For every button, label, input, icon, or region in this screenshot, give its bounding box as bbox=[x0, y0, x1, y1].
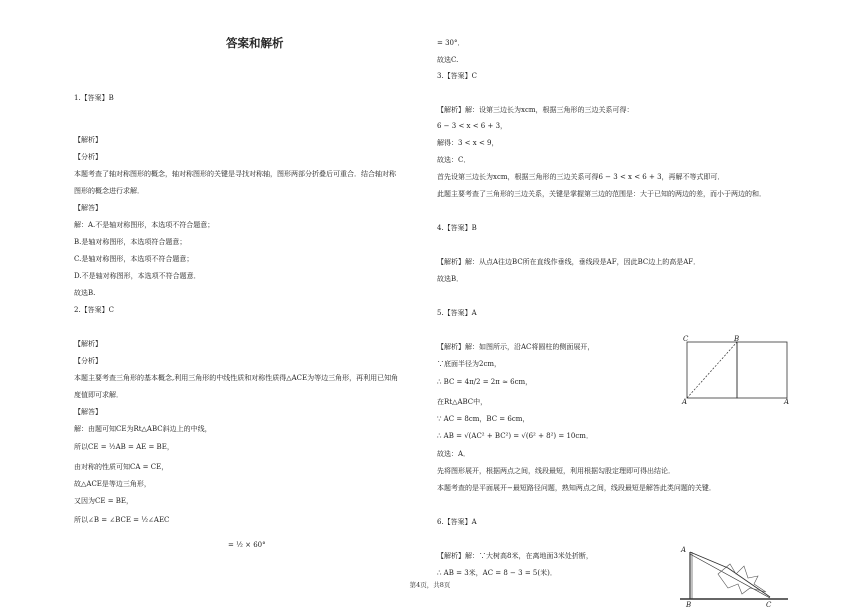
text-line: 【解答】 bbox=[74, 204, 102, 212]
broken-tree-figure bbox=[678, 544, 790, 608]
shortest-path-line bbox=[687, 342, 737, 398]
answer-2-heading: 2.【答案】C bbox=[74, 306, 115, 314]
answer-4-heading: 4.【答案】B bbox=[437, 224, 477, 232]
text-line: 故选：A． bbox=[437, 450, 471, 458]
text-line: 故选B． bbox=[437, 275, 464, 283]
text-line: C.是轴对称图形，本选项不符合题意； bbox=[74, 255, 194, 263]
text-line: 本题主要考查三角形的基本概念,利用三角形的中线性质和对称性质得△ACE为等边三角形，再利用已知角 bbox=[74, 374, 399, 382]
text-line: 度值即可求解． bbox=[74, 391, 123, 399]
text-line: 又因为CE = BE， bbox=[74, 497, 134, 505]
label-b: B bbox=[734, 335, 740, 343]
text-line: = ½ × 60° bbox=[228, 541, 266, 549]
text-line: 【解析】解：从点A往边BC所在直线作垂线，垂线段是AF，因此BC边上的高是AF． bbox=[437, 258, 701, 266]
label-a: A bbox=[681, 546, 687, 554]
text-line: 【解答】 bbox=[74, 408, 102, 416]
page-title: 答案和解析 bbox=[226, 36, 284, 50]
text-line: 【解析】解：∵大树高8米，在离地面3米处折断， bbox=[437, 552, 593, 560]
text-line: 本题考查的是平面展开−最短路径问题，熟知两点之间，线段最短是解答此类问题的关键． bbox=[437, 484, 716, 492]
text-line: ∴ BC = 4π/2 = 2π ≈ 6cm， bbox=[437, 378, 533, 386]
text-line: 6 − 3 < x < 6 + 3， bbox=[437, 122, 508, 130]
text-line: 解得：3 < x < 9， bbox=[437, 139, 499, 147]
text-line: 解：A.不是轴对称图形，本选项不符合题意； bbox=[74, 221, 215, 229]
label-b: B bbox=[686, 601, 692, 608]
text-line: 故选：C． bbox=[437, 156, 471, 164]
text-line: 首先设第三边长为xcm，根据三角形的三边关系可得6 − 3 < x < 6 + 3，再解不等式即可． bbox=[437, 173, 725, 181]
text-line: 本题考查了轴对称图形的概念，轴对称图形的关键是寻找对称轴，图形两部分折叠后可重合．结合轴对称 bbox=[74, 170, 396, 178]
answer-6-heading: 6.【答案】A bbox=[437, 518, 477, 526]
text-line: B.是轴对称图形，本选项符合题意； bbox=[74, 238, 187, 246]
text-line: 由对称的性质可知CA = CE， bbox=[74, 463, 169, 471]
label-a: A bbox=[784, 398, 790, 406]
cylinder-unfolded-figure bbox=[680, 334, 795, 406]
text-line: 【分析】 bbox=[74, 357, 102, 365]
page-footer: 第4页，共8页 bbox=[409, 581, 451, 589]
text-line: 先将图形展开，根据两点之间，线段最短，利用根据勾股定理即可得出结论． bbox=[437, 467, 675, 475]
text-line: D.不是轴对称图形，本选项不符合题意． bbox=[74, 272, 201, 280]
text-line: 故△ACE是等边三角形， bbox=[74, 480, 151, 488]
answer-5-heading: 5.【答案】A bbox=[437, 309, 477, 317]
text-line: 故选C. bbox=[437, 56, 459, 64]
figure-rect-right bbox=[737, 342, 787, 398]
text-line: 故选B. bbox=[74, 289, 96, 297]
text-line: 【解析】解：设第三边长为xcm，根据三角形的三边关系可得： bbox=[437, 106, 634, 114]
label-c: C bbox=[766, 601, 772, 608]
text-line: 所以CE = ½AB = AE = BE， bbox=[74, 443, 174, 451]
answer-1-heading: 1.【答案】B bbox=[74, 94, 114, 102]
text-line: ∵ AC = 8cm，BC = 6cm， bbox=[437, 415, 530, 423]
answer-3-heading: 3.【答案】C bbox=[437, 72, 478, 80]
text-line: 【解析】 bbox=[74, 136, 102, 144]
text-line: 【解析】解：如图所示，沿AC将圆柱的侧面展开， bbox=[437, 343, 595, 351]
text-line: 此题主要考查了三角形的三边关系，关键是掌握第三边的范围是：大于已知的两边的差，而小于两边的和． bbox=[437, 190, 766, 198]
text-line: 【解析】 bbox=[74, 340, 102, 348]
label-c: C bbox=[683, 335, 689, 343]
text-line: ∵底面半径为2cm， bbox=[437, 360, 502, 368]
text-line: = 30°． bbox=[437, 39, 465, 47]
text-line: 【分析】 bbox=[74, 153, 102, 161]
text-line: 图形的概念进行求解． bbox=[74, 187, 144, 195]
text-line: ∴ AB = √(AC² + BC²) = √(6² + 8²) = 10cm． bbox=[437, 432, 593, 440]
text-line: 在Rt△ABC中， bbox=[437, 398, 488, 406]
text-line: 所以∠B = ∠BCE = ½∠AEC bbox=[74, 516, 170, 524]
label-a: A bbox=[682, 398, 688, 406]
text-line: 解：由题可知CE为Rt△ABC斜边上的中线， bbox=[74, 425, 212, 433]
text-line: ∴ AB = 3米，AC = 8 − 3 = 5(米)． bbox=[437, 569, 557, 577]
